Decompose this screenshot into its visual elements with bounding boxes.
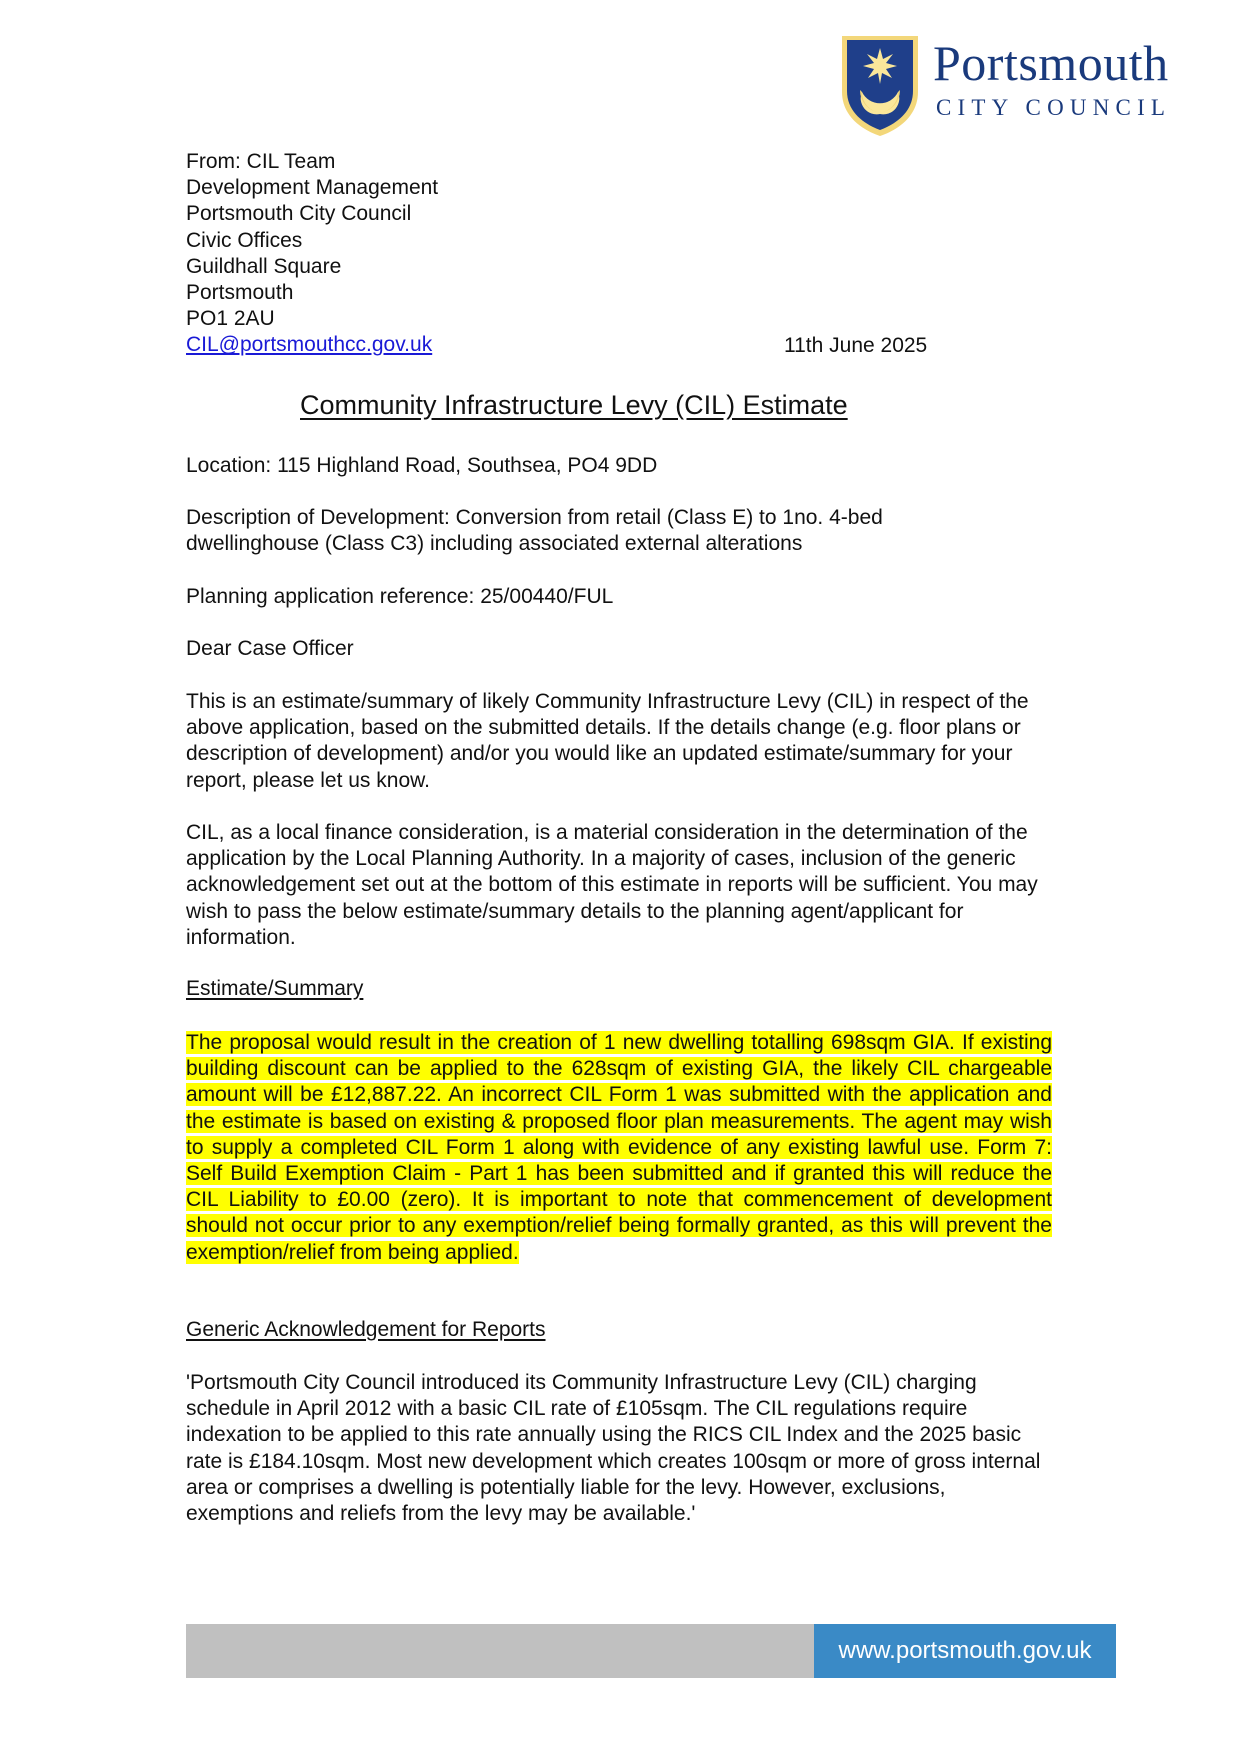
sender-address — [186, 149, 438, 359]
sender-line: Portsmouth City Council — [186, 202, 412, 226]
letter-date: 11th June 2025 — [784, 334, 928, 357]
crest-shield-icon — [840, 34, 920, 138]
salutation: Dear Case Officer — [186, 637, 354, 660]
logo-subtitle: CITY COUNCIL — [936, 95, 1172, 120]
sender-line: PO1 2AU — [186, 307, 275, 331]
location: Location: 115 Highland Road, Southsea, PO4 9DD — [186, 454, 658, 477]
email-link[interactable]: CIL@portsmouthcc.gov.uk — [186, 333, 433, 357]
footer-url[interactable]: www.portsmouth.gov.uk — [838, 1637, 1092, 1664]
estimate-highlighted-text: The proposal would result in the creation of 1 new dwelling totalling 698sqm GIA. If existing building discount can be applied to the 628sqm of existing GIA, the likely CIL chargeable amount will be £12,887.22. An incorrect CIL Form 1 was submitted with the application and the estimate is based on existing & proposed floor plan measurements. The agent may wish to supply a completed CIL Form 1 along with evidence of any existing lawful use. Form 7: Self Build Exemption Claim - Part 1 has been submitted and if granted this will reduce the CIL Liability to £0.00 (zero). It is important to note that commencement of development should not occur prior to any exemption/relief being formally granted, as this will prevent the exemption/relief from being applied. — [186, 1031, 1052, 1264]
footer-url-bar — [814, 1624, 1116, 1678]
logo-wordmark: Portsmouth — [933, 35, 1169, 91]
sender-line: Guildhall Square — [186, 254, 342, 278]
acknowledgement-heading: Generic Acknowledgement for Reports — [186, 1318, 546, 1341]
estimate-heading: Estimate/Summary — [186, 977, 364, 1000]
sender-line: Civic Offices — [186, 228, 303, 252]
sender-line: Development Management — [186, 176, 439, 200]
planning-reference: Planning application reference: 25/00440/FUL — [186, 585, 614, 608]
estimate-text — [186, 1030, 1052, 1266]
council-logo — [840, 34, 1192, 142]
sender-line: Portsmouth — [186, 281, 294, 305]
development-description: Description of Development: Conversion from retail (Class E) to 1no. 4-bed dwellinghouse (Class C3) including associated external alterations — [186, 506, 883, 556]
acknowledgement-text: 'Portsmouth City Council introduced its Community Infrastructure Levy (CIL) charging schedule in April 2012 with a basic CIL rate of £105sqm. The CIL regulations require indexation to be applied to this rate annually using the RICS CIL Index and the 2025 basic rate is £184.10sqm. Most new development which creates 100sqm or more of gross internal area or comprises a dwelling is potentially liable for the levy. However, exclusions, exemptions and reliefs from the levy may be available.' — [186, 1371, 1041, 1526]
sender-line: From: CIL Team — [186, 150, 336, 173]
consideration-paragraph: CIL, as a local finance consideration, is a material consideration in the determination of the application by the Local Planning Authority. In a majority of cases, inclusion of the generic acknowledgement set out at the bottom of this estimate in reports will be sufficient. You may wish to pass the below estimate/summary details to the planning agent/applicant for information. — [186, 821, 1038, 949]
footer-gray-bar — [186, 1624, 814, 1678]
page-title: Community Infrastructure Levy (CIL) Estimate — [300, 390, 848, 420]
intro-paragraph: This is an estimate/summary of likely Community Infrastructure Levy (CIL) in respect of the above application, based on the submitted details. If the details change (e.g. floor plans or description of development) and/or you would like an updated estimate/summary for your report, please let us know. — [186, 690, 1029, 792]
